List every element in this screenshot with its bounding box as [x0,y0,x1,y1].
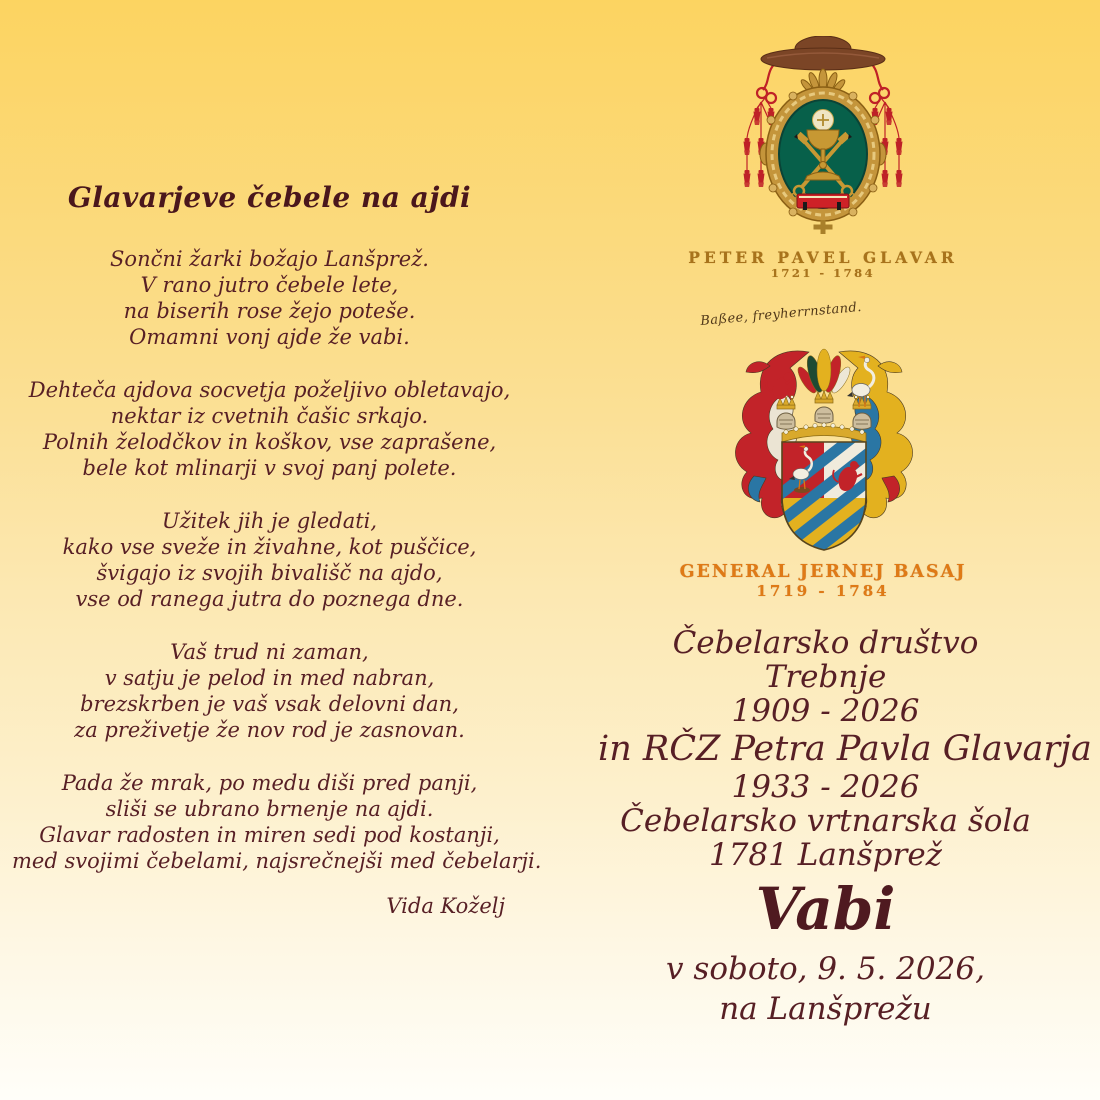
poem-stanza-3 [12,508,527,612]
poem-title: Glavarjeve čebele na ajdi [67,181,472,214]
invitation-block [598,625,1092,1027]
poem-stanza-1 [12,246,527,350]
poem-line: na biserih rose žejo poteše. [123,299,416,323]
invitation-line: Čebelarsko vrtnarska šola [620,803,1031,839]
invitation-vabi: Vabi [755,875,896,943]
glavar-caption: PETER PAVEL GLAVAR [688,248,958,267]
gold-cross-icon [814,220,833,234]
poem-line: Omamni vonj ajde že vabi. [129,325,410,349]
poem-line: sliši se ubrano brnenje na ajdi. [105,797,434,821]
basaj-coat-of-arms-icon [714,300,934,558]
invitation-line: 1909 - 2026 [731,693,920,729]
invitation-place: na Lanšprežu [719,991,932,1027]
poem-line: švigajo iz svojih bivališč na ajdo, [96,561,443,585]
galero-hat-icon [761,36,885,70]
poem-stanza-5 [12,770,542,874]
poem-line: v satju je pelod in med nabran, [104,666,435,690]
invitation-line: Trebnje [764,659,887,695]
poem-line: kako vse sveže in živahne, kot puščice, [62,535,477,559]
poem-line: Dehteča ajdova socvetja poželjivo obletavajo, [28,378,511,402]
glavar-coat-of-arms-icon [737,36,909,238]
poem-stanza-2 [12,377,527,481]
invitation-line: Čebelarsko društvo [672,625,979,661]
invitation-line: 1781 Lanšprež [708,837,943,873]
poem-line: nektar iz cvetnih čašic srkajo. [110,404,429,428]
poem-line: Polnih želodčkov in koškov, vse zaprašene, [42,430,497,454]
poem-stanza-4 [12,639,527,743]
poem-line: Vaš trud ni zaman, [170,640,369,664]
poem-author: Vida Koželj [386,894,505,918]
poem-line: Glavar radosten in miren sedi pod kostanji, [39,823,500,847]
invitation-line: in RČZ Petra Pavla Glavarja [598,729,1092,769]
poem-line: Pada že mrak, po medu diši pred panji, [61,771,478,795]
glavar-years: 1721 - 1784 [770,266,876,280]
invitation-date: v soboto, 9. 5. 2026, [666,951,985,987]
basaj-years: 1719 - 1784 [756,582,890,600]
poem-line: Sončni žarki božajo Lanšprež. [110,247,429,271]
poem-line: bele kot mlinarji v svoj panj polete. [82,456,457,480]
poem-line: brezskrben je vaš vsak delovni dan, [80,692,459,716]
basaj-caption: GENERAL JERNEJ BASAJ [679,562,967,582]
poem-line: Užitek jih je gledati, [161,509,378,533]
poem-column [12,181,542,918]
poem-line: vse od ranega jutra do poznega dne. [75,587,464,611]
poem-line: V rano jutro čebele lete, [140,273,399,297]
handwritten-annotation: Baßee, freyherrnstand. [699,299,863,329]
poem-line: med svojimi čebelami, najsrečnejši med čebelarji. [12,849,542,873]
red-book-icon [797,194,849,210]
poem-line: za preživetje že nov rod je zasnovan. [74,718,465,742]
helmet-center [815,389,833,424]
invitation-line: 1933 - 2026 [731,769,920,805]
